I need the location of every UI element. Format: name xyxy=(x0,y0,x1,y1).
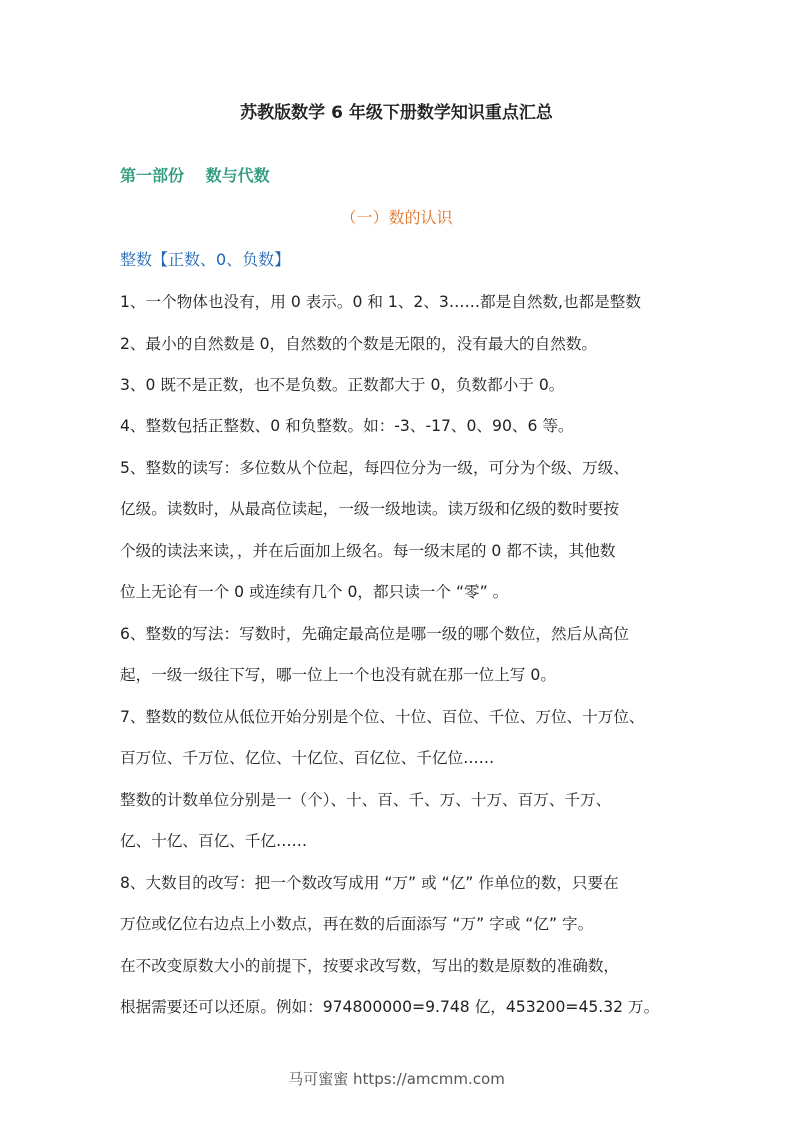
text-line: 8、大数目的改写：把一个数改写成用 “万” 或 “亿” 作单位的数，只要在 xyxy=(120,874,619,892)
footer-watermark: 马可蜜蜜 https://amcmm.com xyxy=(288,1070,505,1088)
text-line: 1、一个物体也没有，用 0 表示。0 和 1、2、3……都是自然数,也都是整数 xyxy=(120,293,641,311)
text-line: 亿、十亿、百亿、千亿…… xyxy=(120,832,308,850)
text-line: 百万位、千万位、亿位、十亿位、百亿位、千亿位…… xyxy=(120,749,495,767)
text-line: 2、最小的自然数是 0，自然数的个数是无限的，没有最大的自然数。 xyxy=(120,335,598,353)
text-line: 4、整数包括正整数、0 和负整数。如：-3、-17、0、90、6 等。 xyxy=(120,417,574,435)
text-line: 整数的计数单位分别是一（个）、十、百、千、万、十万、百万、千万、 xyxy=(120,791,612,809)
text-line: 位上无论有一个 0 或连续有几个 0，都只读一个 “零” 。 xyxy=(120,583,509,601)
part-heading: 第一部份 数与代数 xyxy=(120,166,270,185)
text-line: 在不改变原数大小的前提下，按要求改写数，写出的数是原数的准确数， xyxy=(120,957,620,975)
text-line: 根据需要还可以还原。例如：974800000=9.748 亿，453200=45.32 万。 xyxy=(120,998,660,1016)
text-line: 7、整数的数位从低位开始分别是个位、十位、百位、千位、万位、十万位、 xyxy=(120,708,645,726)
sub-heading: 整数【正数、0、负数】 xyxy=(120,250,291,269)
text-line: 3、0 既不是正数，也不是负数。正数都大于 0，负数都小于 0。 xyxy=(120,376,565,394)
text-line: 万位或亿位右边点上小数点，再在数的后面添写 “万” 字或 “亿” 字。 xyxy=(120,915,594,933)
text-line: 6、整数的写法：写数时，先确定最高位是哪一级的哪个数位，然后从高位 xyxy=(120,625,629,643)
text-line: 起，一级一级往下写，哪一位上一个也没有就在那一位上写 0。 xyxy=(120,666,556,684)
section-heading: （一）数的认识 xyxy=(340,208,453,227)
document-title: 苏教版数学 6 年级下册数学知识重点汇总 xyxy=(240,103,553,123)
text-line: 5、整数的读写：多位数从个位起，每四位分为一级，可分为个级、万级、 xyxy=(120,459,629,477)
text-line: 亿级。读数时，从最高位读起，一级一级地读。读万级和亿级的数时要按 xyxy=(120,500,620,518)
text-line: 个级的读法来读，，并在后面加上级名。每一级末尾的 0 都不读，其他数 xyxy=(120,542,616,560)
